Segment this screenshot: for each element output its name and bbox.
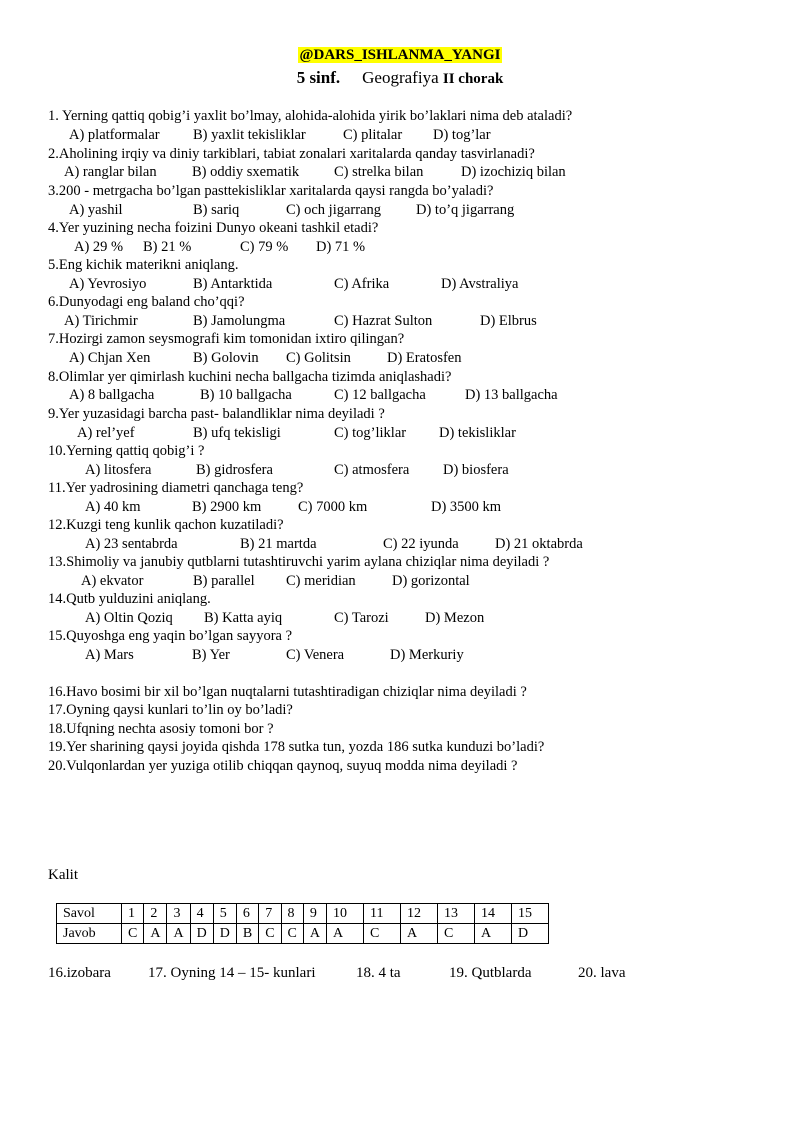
key-answer: C xyxy=(281,924,303,944)
question-18: 18.Ufqning nechta asosiy tomoni bor ? xyxy=(48,721,274,737)
q1-option-a: A) platformalar xyxy=(69,127,160,143)
q8-option-b: B) 10 ballgacha xyxy=(200,387,292,403)
key-number: 9 xyxy=(303,904,326,924)
q3-option-c: C) och jigarrang xyxy=(286,202,382,218)
q9-option-d: D) tekisliklar xyxy=(439,425,516,441)
key-answer: A xyxy=(167,924,190,944)
q7-option-a: A) Chjan Xen xyxy=(69,350,151,366)
open-answer-20: 20. lava xyxy=(578,965,626,981)
question-9: 9.Yer yuzasidagi barcha past- balandliklar nima deyiladi ? xyxy=(48,406,385,422)
q13-option-b: B) parallel xyxy=(193,573,255,589)
question-3: 3.200 - metrgacha bo’lgan pasttekisliklar xaritalarda qaysi rangda bo’yaladi? xyxy=(48,183,494,199)
q12-option-c: C) 22 iyunda xyxy=(383,536,459,552)
q6-option-c: C) Hazrat Sulton xyxy=(334,313,433,329)
question-19: 19.Yer sharining qaysi joyida qishda 178 sutka tun, yozda 186 sutka kunduzi bo’ladi? xyxy=(48,739,545,755)
key-number: 4 xyxy=(190,904,213,924)
q8-option-a: A) 8 ballgacha xyxy=(69,387,155,403)
key-number: 8 xyxy=(281,904,303,924)
q3-option-a: A) yashil xyxy=(69,202,123,218)
key-number: 12 xyxy=(401,904,438,924)
q4-option-d: D) 71 % xyxy=(316,239,366,255)
term-label: II chorak xyxy=(442,71,504,87)
q9-option-b: B) ufq tekisligi xyxy=(193,425,281,441)
question-15: 15.Quyoshga eng yaqin bo’lgan sayyora ? xyxy=(48,628,293,644)
key-number: 11 xyxy=(364,904,401,924)
key-number: 1 xyxy=(122,904,144,924)
q2-option-d: D) izochiziq bilan xyxy=(461,164,566,180)
key-number: 5 xyxy=(213,904,236,924)
key-number: 10 xyxy=(327,904,364,924)
channel-tag xyxy=(0,47,800,64)
channel-tag-text: @DARS_ISHLANMA_YANGI xyxy=(299,47,501,63)
key-answer: A xyxy=(144,924,167,944)
key-answer: A xyxy=(327,924,364,944)
question-20: 20.Vulqonlardan yer yuziga otilib chiqqan qaynoq, suyuq modda nima deyiladi ? xyxy=(48,758,518,774)
q8-option-d: D) 13 ballgacha xyxy=(465,387,558,403)
open-answer-19: 19. Qutblarda xyxy=(449,965,532,981)
answer-key-question-header: Savol xyxy=(57,904,122,924)
q13-option-c: C) meridian xyxy=(286,573,356,589)
question-17: 17.Oyning qaysi kunlari to’lin oy bo’ladi? xyxy=(48,702,293,718)
key-answer: B xyxy=(236,924,258,944)
q11-option-a: A) 40 km xyxy=(85,499,141,515)
q4-option-c: C) 79 % xyxy=(240,239,289,255)
key-number: 2 xyxy=(144,904,167,924)
q10-option-b: B) gidrosfera xyxy=(196,462,273,478)
answer-key-label: Kalit xyxy=(48,867,78,883)
q13-option-a: A) ekvator xyxy=(81,573,144,589)
q11-option-d: D) 3500 km xyxy=(431,499,502,515)
key-answer: A xyxy=(401,924,438,944)
question-7: 7.Hozirgi zamon seysmografi kim tomonidan ixtiro qilingan? xyxy=(48,331,405,347)
key-answer: C xyxy=(438,924,475,944)
key-answer: A xyxy=(475,924,512,944)
grade-label: 5 sinf xyxy=(296,68,336,87)
q5-option-b: B) Antarktida xyxy=(193,276,273,292)
question-14: 14.Qutb yulduzini aniqlang. xyxy=(48,591,211,607)
q15-option-a: A) Mars xyxy=(85,647,134,663)
q6-option-d: D) Elbrus xyxy=(480,313,537,329)
key-number: 13 xyxy=(438,904,475,924)
key-answer: C xyxy=(259,924,281,944)
q14-option-a: A) Oltin Qoziq xyxy=(85,610,173,626)
answer-key-answer-header: Javob xyxy=(57,924,122,944)
key-number: 6 xyxy=(236,904,258,924)
q14-option-b: B) Katta ayiq xyxy=(204,610,283,626)
question-11: 11.Yer yadrosining diametri qanchaga teng? xyxy=(48,480,304,496)
q12-option-d: D) 21 oktabrda xyxy=(495,536,583,552)
question-13: 13.Shimoliy va janubiy qutblarni tutashtiruvchi yarim aylana chiziqlar nima deyiladi ? xyxy=(48,554,550,570)
q7-option-d: D) Eratosfen xyxy=(387,350,462,366)
q8-option-c: C) 12 ballgacha xyxy=(334,387,426,403)
q15-option-c: C) Venera xyxy=(286,647,345,663)
q15-option-d: D) Merkuriy xyxy=(390,647,464,663)
answer-key-answer-row xyxy=(57,924,549,944)
q1-option-c: C) plitalar xyxy=(343,127,403,143)
key-number: 14 xyxy=(475,904,512,924)
q10-option-a: A) litosfera xyxy=(85,462,152,478)
answer-key-question-row xyxy=(57,904,549,924)
q5-option-d: D) Avstraliya xyxy=(441,276,519,292)
key-answer: C xyxy=(122,924,144,944)
question-12: 12.Kuzgi teng kunlik qachon kuzatiladi? xyxy=(48,517,284,533)
question-1: 1. Yerning qattiq qobig’i yaxlit bo’lmay, alohida-alohida yirik bo’laklari nima deb ataladi? xyxy=(48,108,573,124)
key-answer: C xyxy=(364,924,401,944)
q11-option-b: B) 2900 km xyxy=(192,499,262,515)
q6-option-b: B) Jamolungma xyxy=(193,313,286,329)
answer-key-table xyxy=(56,903,549,944)
q12-option-b: B) 21 martda xyxy=(240,536,317,552)
q9-option-a: A) rel’yef xyxy=(77,425,135,441)
q2-option-b: B) oddiy sxematik xyxy=(192,164,300,180)
key-answer: D xyxy=(512,924,549,944)
key-number: 3 xyxy=(167,904,190,924)
q7-option-c: C) Golitsin xyxy=(286,350,351,366)
q10-option-c: C) atmosfera xyxy=(334,462,410,478)
question-5: 5.Eng kichik materikni aniqlang. xyxy=(48,257,239,273)
subject-label: Geografiya xyxy=(362,68,439,87)
question-10: 10.Yerning qattiq qobig’i ? xyxy=(48,443,205,459)
open-answer-18: 18. 4 ta xyxy=(356,965,401,981)
q5-option-c: C) Afrika xyxy=(334,276,390,292)
grade-dot: . xyxy=(335,68,341,87)
question-16: 16.Havo bosimi bir xil bo’lgan nuqtalarni tutashtiradigan chiziqlar nima deyiladi ? xyxy=(48,684,527,700)
q1-option-b: B) yaxlit tekisliklar xyxy=(193,127,306,143)
q14-option-c: C) Tarozi xyxy=(334,610,389,626)
page-title xyxy=(0,68,800,88)
q14-option-d: D) Mezon xyxy=(425,610,485,626)
q4-option-b: B) 21 % xyxy=(143,239,192,255)
question-2: 2.Aholining irqiy va diniy tarkiblari, tabiat zonalari xaritalarda qanday tasvirlanadi? xyxy=(48,146,535,162)
q10-option-d: D) biosfera xyxy=(443,462,509,478)
q15-option-b: B) Yer xyxy=(192,647,230,663)
open-answer-16: 16.izobara xyxy=(48,965,111,981)
question-8: 8.Olimlar yer qimirlash kuchini necha ballgacha tizimda aniqlashadi? xyxy=(48,369,452,385)
key-number: 7 xyxy=(259,904,281,924)
q6-option-a: A) Tirichmir xyxy=(64,313,138,329)
q3-option-d: D) to’q jigarrang xyxy=(416,202,515,218)
q7-option-b: B) Golovin xyxy=(193,350,259,366)
q4-option-a: A) 29 % xyxy=(74,239,124,255)
key-answer: D xyxy=(213,924,236,944)
question-4: 4.Yer yuzining necha foizini Dunyo okeani tashkil etadi? xyxy=(48,220,379,236)
key-answer: D xyxy=(190,924,213,944)
key-answer: A xyxy=(303,924,326,944)
q12-option-a: A) 23 sentabrda xyxy=(85,536,178,552)
q13-option-d: D) gorizontal xyxy=(392,573,470,589)
q3-option-b: B) sariq xyxy=(193,202,240,218)
q1-option-d: D) tog’lar xyxy=(433,127,491,143)
open-answer-17: 17. Oyning 14 – 15- kunlari xyxy=(148,965,316,981)
q9-option-c: C) tog’liklar xyxy=(334,425,407,441)
key-number: 15 xyxy=(512,904,549,924)
q5-option-a: A) Yevrosiyo xyxy=(69,276,147,292)
question-6: 6.Dunyodagi eng baland cho’qqi? xyxy=(48,294,245,310)
q2-option-c: C) strelka bilan xyxy=(334,164,424,180)
q11-option-c: C) 7000 km xyxy=(298,499,368,515)
q2-option-a: A) ranglar bilan xyxy=(64,164,157,180)
